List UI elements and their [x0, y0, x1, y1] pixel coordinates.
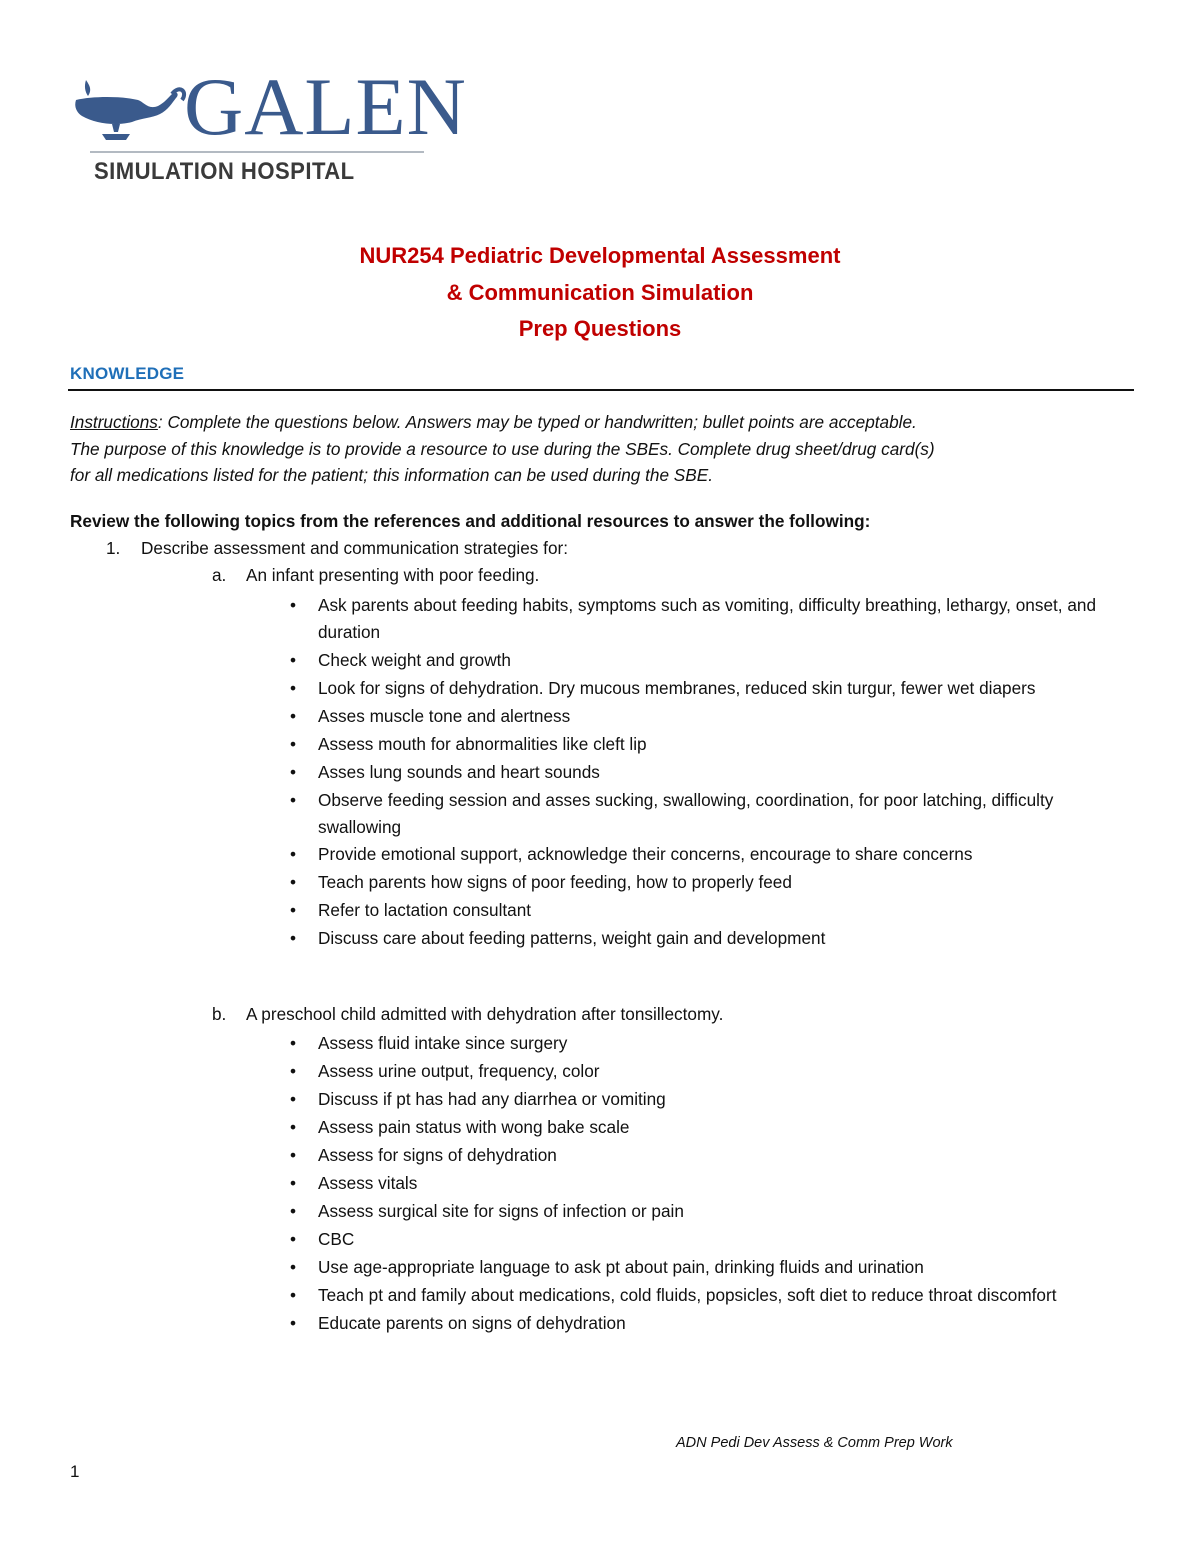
bullet-dot-icon: •: [289, 1172, 297, 1193]
bullet-dot-icon: •: [289, 677, 297, 698]
bullet-text: Assess pain status with wong bake scale: [318, 1116, 630, 1137]
page-number: 1: [70, 1462, 80, 1481]
section-heading-knowledge: KNOWLEDGE: [70, 364, 185, 383]
bullet-item: [284, 592, 1134, 646]
title-line-2: & Communication Simulation: [446, 279, 754, 305]
part-a-bullet-list: [284, 592, 1134, 953]
bullet-item: [284, 1310, 1134, 1337]
bullet-dot-icon: •: [289, 761, 297, 782]
bullet-dot-icon: •: [289, 705, 297, 726]
bullet-text: Assess urine output, frequency, color: [318, 1060, 600, 1081]
part-letter: b.: [212, 1004, 227, 1024]
bullet-text: Provide emotional support, acknowledge their concerns, encourage to share concerns: [318, 844, 973, 865]
bullet-text: Asses lung sounds and heart sounds: [318, 761, 600, 782]
bullet-dot-icon: •: [289, 1088, 297, 1109]
bullet-text: Teach parents how signs of poor feeding, how to properly feed: [318, 872, 792, 893]
bullet-item: [284, 759, 1134, 786]
bullet-text: Assess fluid intake since surgery: [318, 1033, 568, 1053]
bullet-item: [284, 675, 1134, 702]
bullet-dot-icon: •: [289, 1200, 297, 1221]
bullet-text: Ask parents about feeding habits, symptoms such as vomiting, difficulty breathing, lethargy, onset, and duration: [318, 595, 1097, 642]
question-text: Describe assessment and communication strategies for:: [141, 538, 569, 558]
bullet-dot-icon: •: [289, 1256, 297, 1277]
bullet-item: [284, 1226, 1134, 1253]
bullet-text: Teach pt and family about medications, cold fluids, popsicles, soft diet to reduce throat discomfort: [318, 1284, 1057, 1305]
bullet-item: [284, 1142, 1134, 1169]
bullet-dot-icon: •: [289, 1284, 297, 1305]
bullet-item: [284, 1198, 1134, 1225]
bullet-dot-icon: •: [289, 1312, 297, 1333]
bullet-item: [284, 703, 1134, 730]
bullet-text: Observe feeding session and asses sucking, swallowing, coordination, for poor latching, difficulty swallowing: [318, 789, 1054, 837]
bullet-dot-icon: •: [289, 1033, 297, 1053]
bullet-item: [284, 1254, 1134, 1281]
bullet-item: [284, 897, 1134, 924]
bullet-item: [284, 1114, 1134, 1141]
galen-logo: [72, 61, 467, 190]
bullet-item: [284, 869, 1134, 896]
bullet-dot-icon: •: [289, 1228, 297, 1249]
bullet-item: [284, 841, 1134, 868]
part-text: An infant presenting with poor feeding.: [246, 565, 540, 585]
bullet-text: Educate parents on signs of dehydration: [318, 1312, 626, 1333]
instructions-text-1: : Complete the questions below. Answers may be typed or handwritten; bullet points are acceptable.: [157, 412, 917, 432]
title-line-3: Prep Questions: [518, 316, 682, 341]
bullet-text: Assess mouth for abnormalities like cleft lip: [318, 733, 647, 754]
bullet-text: Discuss if pt has had any diarrhea or vomiting: [318, 1088, 666, 1109]
part-text: A preschool child admitted with dehydration after tonsillectomy.: [246, 1004, 724, 1024]
bullet-item: [284, 1282, 1134, 1309]
instructions-line-3: for all medications listed for the patient; this information can be used during the SBE.: [70, 465, 713, 485]
bullet-text: Refer to lactation consultant: [318, 900, 532, 921]
instructions-line-1: [70, 409, 1140, 436]
logo-subtitle: SIMULATION HOSPITAL: [94, 158, 355, 185]
document-title: [0, 238, 1200, 348]
bullet-text: Assess vitals: [318, 1172, 418, 1193]
part-b-bullet-list: [284, 1030, 1134, 1338]
bullet-text: Use age-appropriate language to ask pt about pain, drinking fluids and urination: [318, 1256, 924, 1277]
bullet-text: Look for signs of dehydration. Dry mucous membranes, reduced skin turgur, fewer wet diapers: [318, 677, 1036, 698]
bullet-dot-icon: •: [289, 1144, 297, 1165]
bullet-dot-icon: •: [289, 844, 297, 865]
instructions-line-2: The purpose of this knowledge is to provide a resource to use during the SBEs. Complete drug sheet/drug card(s): [70, 438, 935, 459]
bullet-item: [284, 1058, 1134, 1085]
bullet-dot-icon: •: [289, 872, 297, 893]
bullet-item: [284, 731, 1134, 758]
bullet-dot-icon: •: [289, 649, 297, 670]
bullet-item: [284, 787, 1134, 841]
question-part-b: [212, 1004, 723, 1025]
bullet-dot-icon: •: [289, 928, 297, 949]
bullet-item: [284, 925, 1134, 952]
question-number: 1.: [106, 538, 121, 558]
bullet-dot-icon: •: [289, 595, 297, 615]
bullet-dot-icon: •: [289, 1116, 297, 1137]
instructions-lead: Instructions: [70, 412, 158, 432]
question-part-a: [212, 565, 539, 586]
footer-text: ADN Pedi Dev Assess & Comm Prep Work: [676, 1435, 953, 1451]
bullet-dot-icon: •: [289, 900, 297, 921]
section-divider: [68, 389, 1134, 391]
title-line-1: NUR254 Pediatric Developmental Assessment: [359, 243, 841, 268]
logo-wordmark: GALEN: [184, 61, 467, 152]
bullet-text: Discuss care about feeding patterns, weight gain and development: [318, 928, 826, 949]
bullet-text: Asses muscle tone and alertness: [318, 705, 571, 726]
bullet-text: CBC: [318, 1228, 355, 1249]
part-letter: a.: [212, 565, 227, 585]
review-instruction: Review the following topics from the references and additional resources to answer the following:: [70, 511, 871, 531]
bullet-item: [284, 1170, 1134, 1197]
bullet-dot-icon: •: [289, 789, 297, 810]
question-1: [106, 538, 568, 559]
bullet-text: Assess surgical site for signs of infection or pain: [318, 1200, 684, 1221]
instructions-paragraph: [70, 409, 1140, 489]
bullet-item: [284, 1030, 1134, 1057]
bullet-dot-icon: •: [289, 733, 297, 754]
bullet-item: [284, 647, 1134, 674]
bullet-text: Assess for signs of dehydration: [318, 1144, 557, 1165]
bullet-item: [284, 1086, 1134, 1113]
bullet-text: Check weight and growth: [318, 649, 511, 670]
bullet-dot-icon: •: [289, 1060, 297, 1081]
